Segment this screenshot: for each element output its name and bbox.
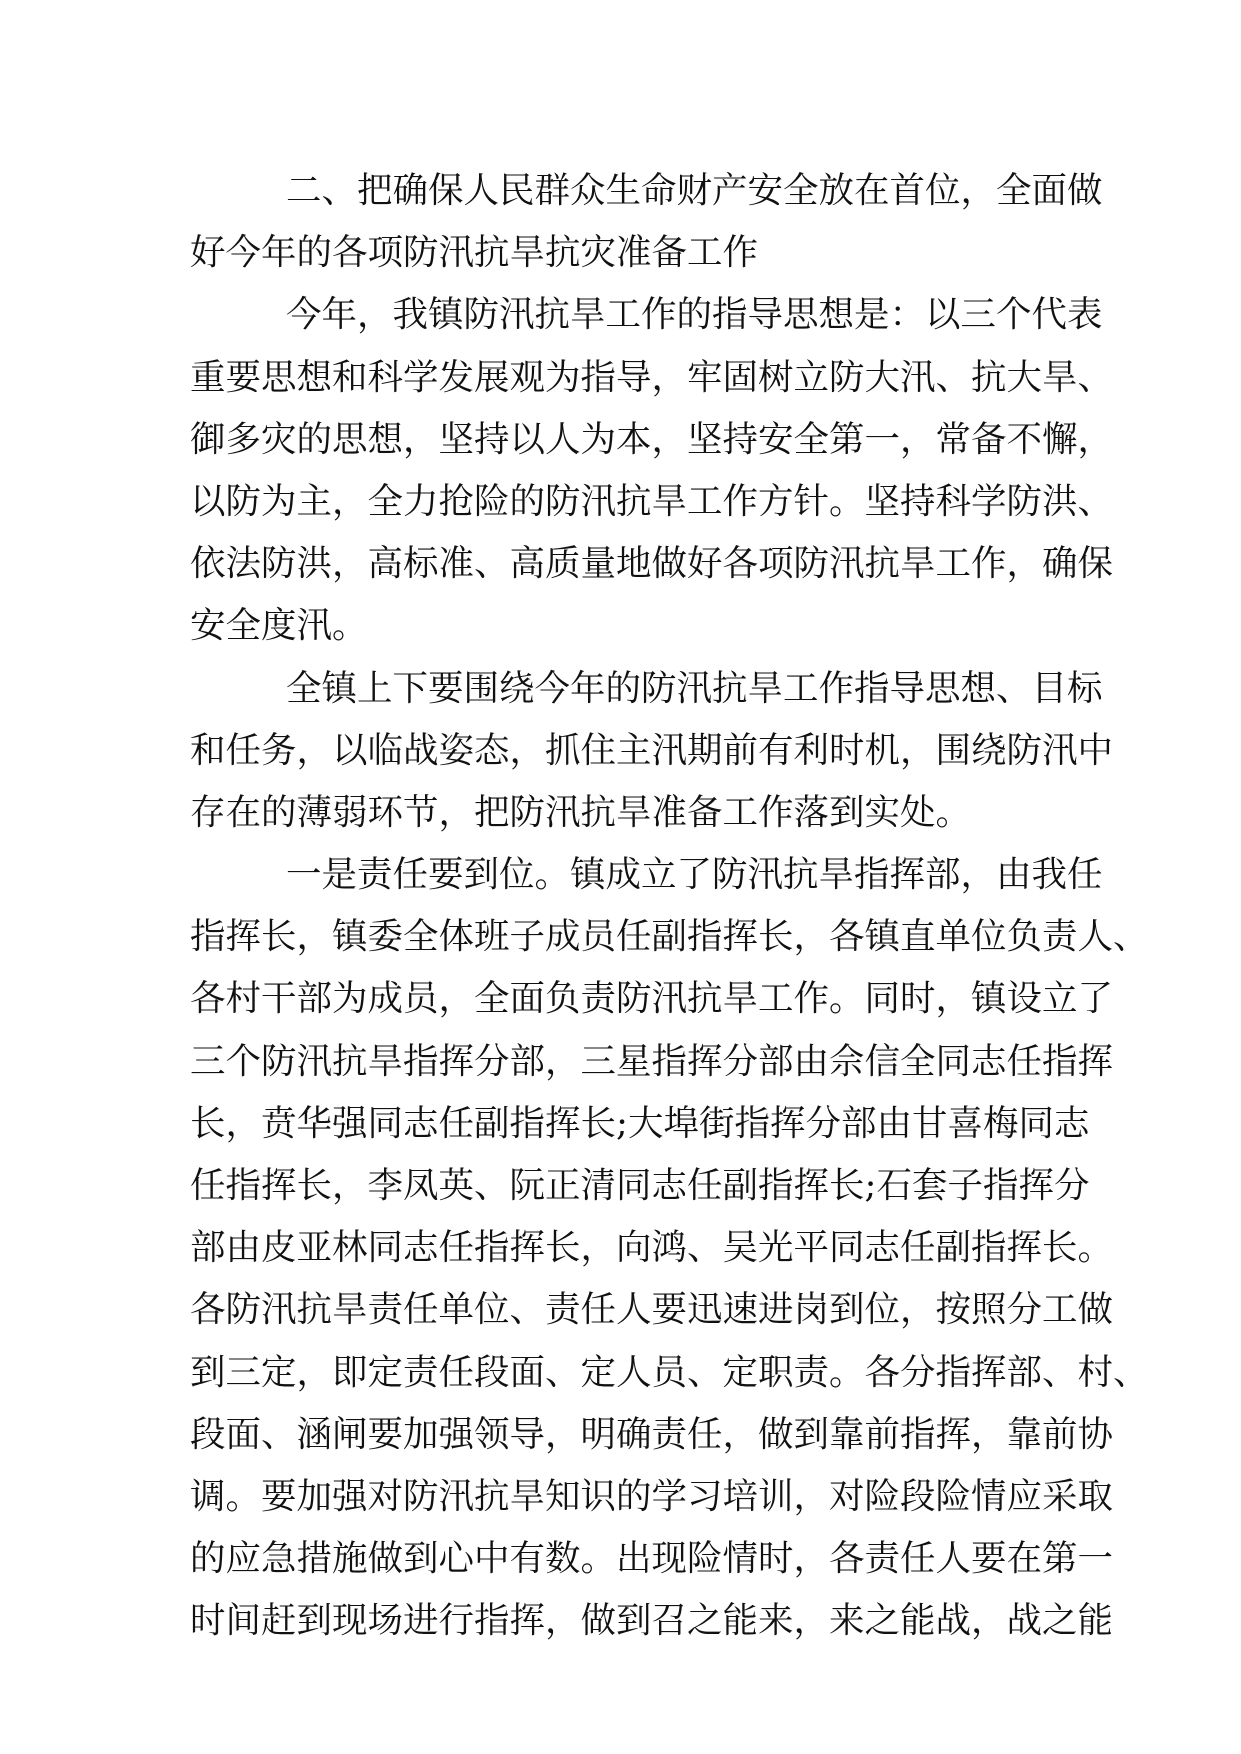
paragraph-line: 任指挥长，李凤英、阮正清同志任副指挥长;石套子指挥分 bbox=[190, 1165, 1090, 1206]
paragraph-line: 一是责任要到位。镇成立了防汛抗旱指挥部，由我任 bbox=[286, 854, 1103, 896]
paragraph-line: 长，贲华强同志任副指挥长;大埠街指挥分部由甘喜梅同志 bbox=[190, 1102, 1090, 1144]
paragraph-line: 安全度汛。 bbox=[190, 605, 368, 647]
heading-line: 好今年的各项防汛抗旱抗灾准备工作 bbox=[190, 232, 759, 274]
paragraph-line: 调。要加强对防汛抗旱知识的学习培训，对险段险情应采取 bbox=[190, 1475, 1114, 1517]
paragraph-line: 部由皮亚林同志任指挥长，向鸿、吴光平同志任副指挥长。 bbox=[190, 1227, 1114, 1269]
paragraph-guiding-ideology bbox=[190, 284, 1114, 657]
paragraph-line: 存在的薄弱环节，把防汛抗旱准备工作落到实处。 bbox=[190, 791, 972, 833]
paragraph-line: 各防汛抗旱责任单位、责任人要迅速进岗到位，按照分工做 bbox=[190, 1289, 1114, 1331]
heading-line: 二、把确保人民群众生命财产安全放在首位，全面做 bbox=[286, 170, 1103, 211]
paragraph-line: 今年，我镇防汛抗旱工作的指导思想是：以三个代表 bbox=[286, 294, 1103, 336]
paragraph-line: 全镇上下要围绕今年的防汛抗旱工作指导思想、目标 bbox=[286, 667, 1103, 709]
paragraph-line: 到三定，即定责任段面、定人员、定职责。各分指挥部、村、 bbox=[190, 1351, 1149, 1393]
paragraph-line: 时间赶到现场进行指挥，做到召之能来，来之能战，战之能 bbox=[190, 1600, 1114, 1642]
paragraph-line: 段面、涵闸要加强领导，明确责任，做到靠前指挥，靠前协 bbox=[190, 1413, 1114, 1455]
paragraph-line: 指挥长，镇委全体班子成员任副指挥长，各镇直单位负责人、 bbox=[190, 916, 1149, 958]
paragraph-line: 御多灾的思想，坚持以人为本，坚持安全第一，常备不懈， bbox=[190, 418, 1114, 460]
paragraph-line: 重要思想和科学发展观为指导，牢固树立防大汛、抗大旱、 bbox=[190, 356, 1114, 398]
paragraph-line: 以防为主，全力抢险的防汛抗旱工作方针。坚持科学防洪、 bbox=[190, 480, 1114, 522]
paragraph-line: 的应急措施做到心中有数。出现险情时，各责任人要在第一 bbox=[190, 1538, 1114, 1580]
paragraph-line: 和任务，以临战姿态，抓住主汛期前有利时机，围绕防汛中 bbox=[190, 729, 1114, 771]
paragraph-whole-town bbox=[190, 658, 1114, 845]
paragraph-line: 各村干部为成员，全面负责防汛抗旱工作。同时，镇设立了 bbox=[190, 978, 1114, 1020]
paragraph-line: 三个防汛抗旱指挥分部，三星指挥分部由佘信全同志任指挥 bbox=[190, 1040, 1114, 1082]
paragraph-responsibility bbox=[190, 844, 1149, 1652]
paragraph-line: 依法防洪，高标准、高质量地做好各项防汛抗旱工作，确保 bbox=[190, 543, 1114, 585]
section-heading bbox=[190, 160, 1103, 284]
document-body bbox=[190, 160, 1149, 1653]
